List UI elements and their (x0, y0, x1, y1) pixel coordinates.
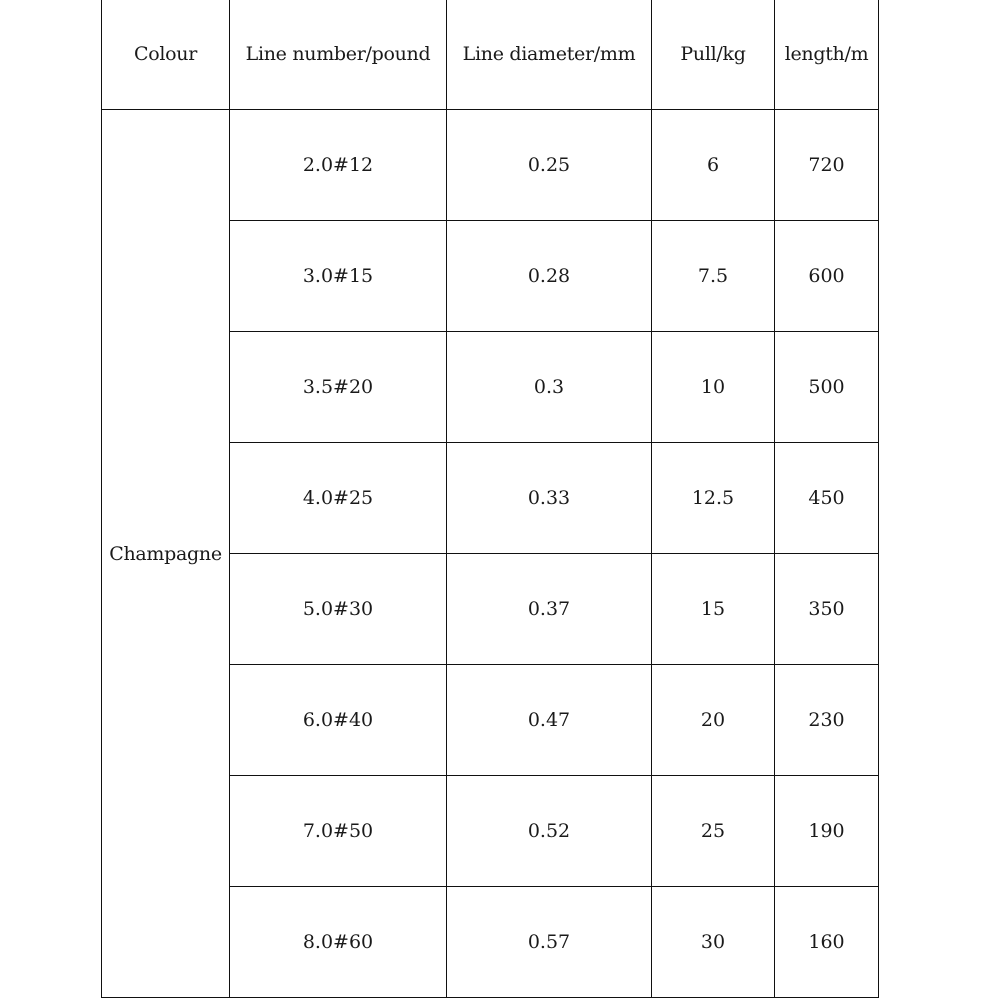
pull-cell: 25 (652, 776, 775, 887)
header-colour: Colour (102, 0, 230, 110)
line-diameter-cell: 0.28 (447, 221, 652, 332)
length-cell: 230 (775, 665, 879, 776)
pull-cell: 20 (652, 665, 775, 776)
line-diameter-cell: 0.57 (447, 887, 652, 998)
length-cell: 450 (775, 443, 879, 554)
pull-cell: 7.5 (652, 221, 775, 332)
pull-cell: 15 (652, 554, 775, 665)
length-cell: 500 (775, 332, 879, 443)
header-pull: Pull/kg (652, 0, 775, 110)
line-diameter-cell: 0.3 (447, 332, 652, 443)
line-diameter-cell: 0.37 (447, 554, 652, 665)
pull-cell: 12.5 (652, 443, 775, 554)
line-number-cell: 7.0#50 (230, 776, 447, 887)
line-diameter-cell: 0.47 (447, 665, 652, 776)
line-number-cell: 4.0#25 (230, 443, 447, 554)
line-number-cell: 8.0#60 (230, 887, 447, 998)
line-number-cell: 5.0#30 (230, 554, 447, 665)
header-length: length/m (775, 0, 879, 110)
pull-cell: 10 (652, 332, 775, 443)
length-cell: 160 (775, 887, 879, 998)
header-line-number: Line number/pound (230, 0, 447, 110)
colour-cell: Champagne (102, 110, 230, 998)
length-cell: 190 (775, 776, 879, 887)
length-cell: 720 (775, 110, 879, 221)
line-diameter-cell: 0.25 (447, 110, 652, 221)
table-row (102, 110, 879, 221)
line-diameter-cell: 0.33 (447, 443, 652, 554)
line-number-cell: 3.5#20 (230, 332, 447, 443)
line-number-cell: 2.0#12 (230, 110, 447, 221)
length-cell: 600 (775, 221, 879, 332)
line-number-cell: 6.0#40 (230, 665, 447, 776)
line-number-cell: 3.0#15 (230, 221, 447, 332)
spec-table (101, 0, 879, 998)
header-line-diameter: Line diameter/mm (447, 0, 652, 110)
pull-cell: 6 (652, 110, 775, 221)
line-diameter-cell: 0.52 (447, 776, 652, 887)
header-row (102, 0, 879, 110)
pull-cell: 30 (652, 887, 775, 998)
length-cell: 350 (775, 554, 879, 665)
